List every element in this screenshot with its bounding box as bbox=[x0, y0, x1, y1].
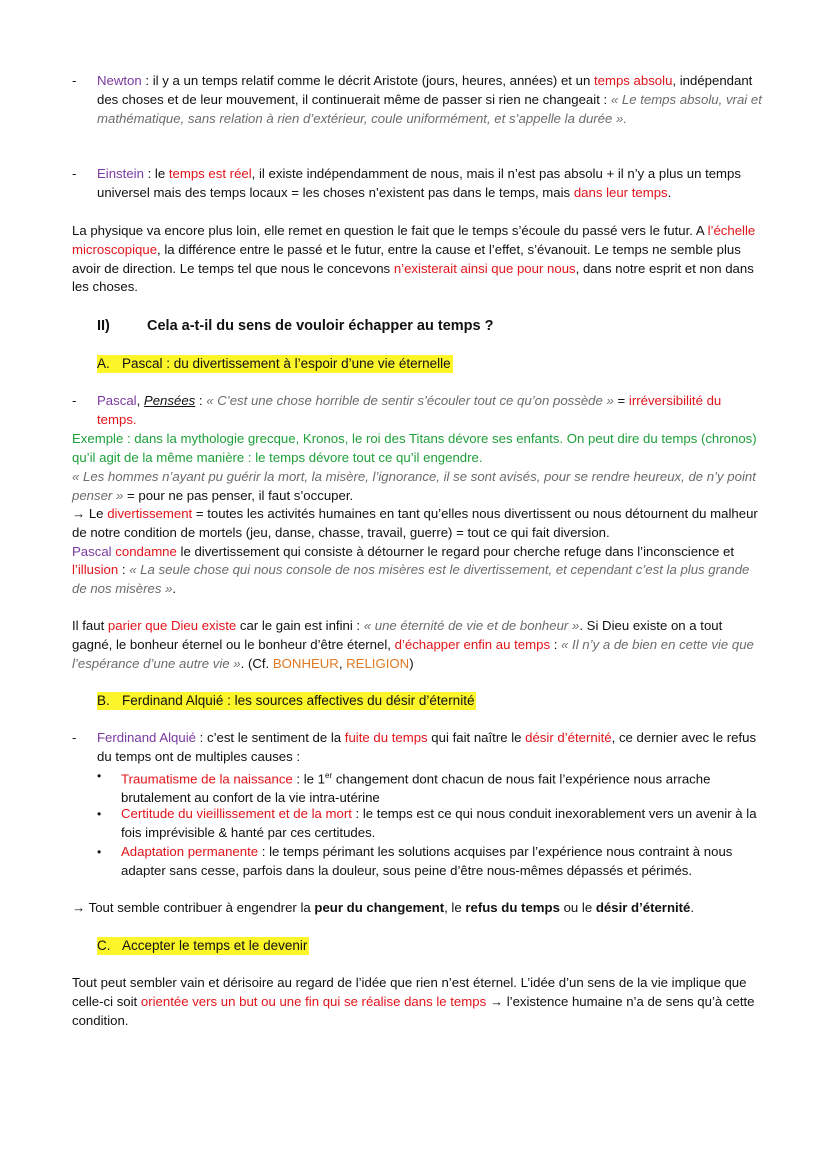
parier-quote: « une éternité de vie et de bonheur » bbox=[363, 618, 580, 633]
text-span: , dans notre esprit et non dans les choses. bbox=[72, 260, 754, 295]
text-span: : c’est le sentiment de la bbox=[195, 730, 345, 745]
cause-item bbox=[97, 767, 762, 808]
newton-text bbox=[97, 72, 762, 128]
pascal-quote2: « Les hommes n’ayant pu guérir la mort, la misère, l’ignorance, il se sont avisés, pour se rendre heureux, de n’y point penser » bbox=[72, 469, 756, 503]
text-span: . bbox=[690, 900, 695, 915]
pascal-quote: « C’est une chose horrible de sentir s’écouler tout ce qu’on possède » bbox=[206, 393, 614, 408]
red-term: parier que Dieu existe bbox=[107, 618, 237, 633]
subsection-heading-a bbox=[97, 354, 453, 374]
text-span: Il faut bbox=[72, 618, 108, 633]
text-span: . Si Dieu existe on a tout gagné, le bonheur éternel ou le bonheur d’être éternel, bbox=[72, 618, 723, 652]
red-term: irréversibilité du temps. bbox=[97, 393, 722, 427]
section-title: Cela a-t-il du sens de vouloir échapper au temps ? bbox=[147, 318, 494, 334]
bullet-dot: • bbox=[97, 807, 102, 821]
parier-quote2: « Il n’y a de bien en cette vie que l’espérance d’une autre vie » bbox=[72, 636, 754, 671]
red-term: n’existerait ainsi que pour nous bbox=[393, 260, 576, 276]
red-term: dans leur temps bbox=[573, 184, 668, 200]
bold-term: peur du changement bbox=[314, 900, 445, 915]
text-span: → Tout semble contribuer à engendrer la bbox=[72, 900, 315, 915]
divertissement-paragraph bbox=[72, 505, 760, 599]
newton-quote: « Le temps absolu, vrai et mathématique, sans relation à rien d’extérieur, coule uniformément, et s’appelle la durée ». bbox=[97, 91, 762, 126]
subsection-heading-c bbox=[97, 936, 309, 956]
pascal-text bbox=[97, 392, 762, 430]
red-term: temps est réel bbox=[168, 166, 252, 181]
text-span: , le bbox=[444, 900, 466, 915]
bold-term: refus du temps bbox=[465, 900, 560, 915]
red-term: désir d’éternité bbox=[525, 730, 612, 745]
bullet-dot: • bbox=[97, 845, 102, 859]
physique-paragraph bbox=[72, 222, 760, 297]
text-span: , ce dernier avec le refus du temps ont de multiples causes : bbox=[97, 730, 757, 764]
red-term: temps absolu bbox=[593, 73, 673, 88]
exemple-paragraph bbox=[72, 430, 760, 468]
crossref-bonheur: BONHEUR bbox=[272, 655, 339, 671]
red-term: condamne bbox=[115, 543, 177, 559]
cause-item bbox=[97, 843, 762, 881]
text-span: car le gain est infini : bbox=[236, 618, 364, 633]
text-span: : le bbox=[143, 166, 169, 181]
text-span: = bbox=[613, 393, 629, 408]
subsection-title: Ferdinand Alquié : les sources affectives du désir d’éternité bbox=[122, 693, 475, 708]
text-span: : bbox=[195, 393, 207, 408]
text-span: : bbox=[550, 636, 562, 652]
text-span: : bbox=[118, 562, 130, 578]
cause-item bbox=[97, 805, 762, 843]
red-term: orientée vers un but ou une fin qui se réalise dans le temps bbox=[140, 993, 487, 1009]
red-term: Traumatisme de la naissance bbox=[121, 771, 293, 787]
red-term: l’illusion bbox=[72, 562, 119, 578]
parier-paragraph bbox=[72, 617, 760, 673]
text-span: , la différence entre le passé et le futur, entre la cause et l’effet, s’évanouit. Le temps ne semble plus avoir de direction. Le temps tel que nous le concevons bbox=[72, 241, 741, 276]
subsection-letter: B. bbox=[97, 693, 110, 708]
text-span: . bbox=[667, 184, 672, 200]
bold-term: désir d’éternité bbox=[595, 900, 691, 915]
alquie-name: Ferdinand Alquié bbox=[97, 730, 196, 745]
subsection-title: Pascal : du divertissement à l’espoir d’une vie éternelle bbox=[122, 356, 451, 371]
text-span: : le temps est ce qui nous conduit inexorablement vers un avenir à la fois imprévisible & hanté par ces certitudes. bbox=[121, 806, 757, 840]
einstein-bullet bbox=[72, 165, 762, 203]
text-span: Tout peut sembler vain et dérisoire au regard de l’idée que rien n’est éternel. L’idée d’un sens de la vie implique que celle-ci soit bbox=[72, 975, 747, 1009]
dash-marker: - bbox=[72, 73, 77, 88]
text-span: , il existe indépendamment de nous, mais il n’est pas absolu + il n’y a plus un temps universel mais des temps locaux = les choses n’existent pas dans le temps, mais bbox=[97, 166, 741, 200]
superscript: er bbox=[325, 771, 333, 780]
crossref-religion: RELIGION bbox=[346, 655, 410, 671]
final-paragraph bbox=[72, 974, 760, 1030]
einstein-name: Einstein bbox=[97, 166, 144, 181]
einstein-text bbox=[97, 165, 762, 203]
red-term: Adaptation permanente bbox=[121, 844, 259, 859]
text-span: = pour ne pas penser, il faut s’occuper. bbox=[123, 487, 354, 503]
subsection-title: Accepter le temps et le devenir bbox=[122, 938, 308, 953]
dash-marker: - bbox=[72, 393, 77, 408]
text-span: ou le bbox=[559, 900, 596, 915]
pascal-quote2-paragraph bbox=[72, 468, 760, 506]
alquie-text bbox=[97, 729, 762, 767]
text-span: : le temps périmant les solutions acquises par l’expérience nous contraint à nous adapter sans cesse, parfois dans la douleur, sous peine d’être nous-mêmes dépassés et périmés. bbox=[121, 844, 733, 878]
pascal-quote3: « La seule chose qui nous console de nos misères est le divertissement, et cependant c’est la plus grande de nos misères » bbox=[72, 562, 750, 597]
highlight bbox=[97, 355, 453, 373]
text-span: , bbox=[338, 655, 347, 671]
pascal-name: Pascal bbox=[72, 543, 112, 559]
section-number: II) bbox=[97, 318, 110, 334]
pascal-name: Pascal bbox=[97, 393, 137, 408]
section-heading-2 bbox=[97, 316, 493, 336]
text-span: → l’existence humaine n’a de sens qu’à cette condition. bbox=[72, 993, 755, 1028]
text-span: La physique va encore plus loin, elle remet en question le fait que le temps s’écoule du passé vers le futur. A bbox=[72, 223, 708, 238]
dash-marker: - bbox=[72, 730, 77, 745]
text-span: ) bbox=[409, 655, 414, 671]
text-span: qui fait naître le bbox=[427, 730, 526, 745]
text-span: : le 1 bbox=[292, 771, 326, 787]
subsection-letter: A. bbox=[97, 356, 110, 371]
text-span: . bbox=[172, 581, 177, 597]
newton-name: Newton bbox=[97, 73, 142, 88]
work-title: Pensées bbox=[143, 393, 196, 408]
red-term: divertissement bbox=[107, 506, 193, 521]
conclusion-paragraph bbox=[72, 899, 760, 918]
highlight bbox=[97, 692, 476, 710]
red-term: l’échelle microscopique bbox=[72, 223, 756, 257]
text-span: changement dont chacun de nous fait l’expérience nous arrache brutalement au confort de la vie intra-utérine bbox=[121, 771, 711, 806]
text-span: le divertissement qui consiste à détourner le regard pour cherche refuge dans l’inconscience et bbox=[176, 543, 734, 559]
exemple-text: Exemple : dans la mythologie grecque, Kronos, le roi des Titans dévore ses enfants. On peut dire du temps (chronos) qu’il agit de la même manière : le temps dévore tout ce qu’il engendre. bbox=[72, 431, 757, 465]
text-span: . (Cf. bbox=[240, 655, 273, 671]
red-term: d’échapper enfin au temps bbox=[394, 636, 551, 652]
red-term: fuite du temps bbox=[344, 730, 428, 745]
text-span: , bbox=[136, 393, 144, 408]
arrow-text: → Le bbox=[72, 506, 108, 521]
bullet-dot: • bbox=[97, 769, 102, 783]
alquie-bullet bbox=[72, 729, 762, 767]
subsection-heading-b bbox=[97, 691, 476, 711]
text-span: = toutes les activités humaines en tant qu’elles nous divertissent ou nous détournent du malheur de notre condition de mortels (jeu, danse, chasse, travail, guerre) = tout ce qui fait diversion. bbox=[72, 506, 758, 540]
dash-marker: - bbox=[72, 166, 77, 181]
subsection-letter: C. bbox=[97, 938, 111, 953]
red-term: Certitude du vieillissement et de la mort bbox=[121, 806, 352, 821]
text-span: : il y a un temps relatif comme le décrit Aristote (jours, heures, années) et un bbox=[141, 73, 594, 88]
newton-bullet bbox=[72, 72, 762, 128]
highlight bbox=[97, 937, 309, 955]
text-span: , indépendant des choses et de leur mouvement, il continuerait même de passer si rien ne changeait : bbox=[97, 73, 753, 107]
pascal-bullet bbox=[72, 392, 762, 430]
